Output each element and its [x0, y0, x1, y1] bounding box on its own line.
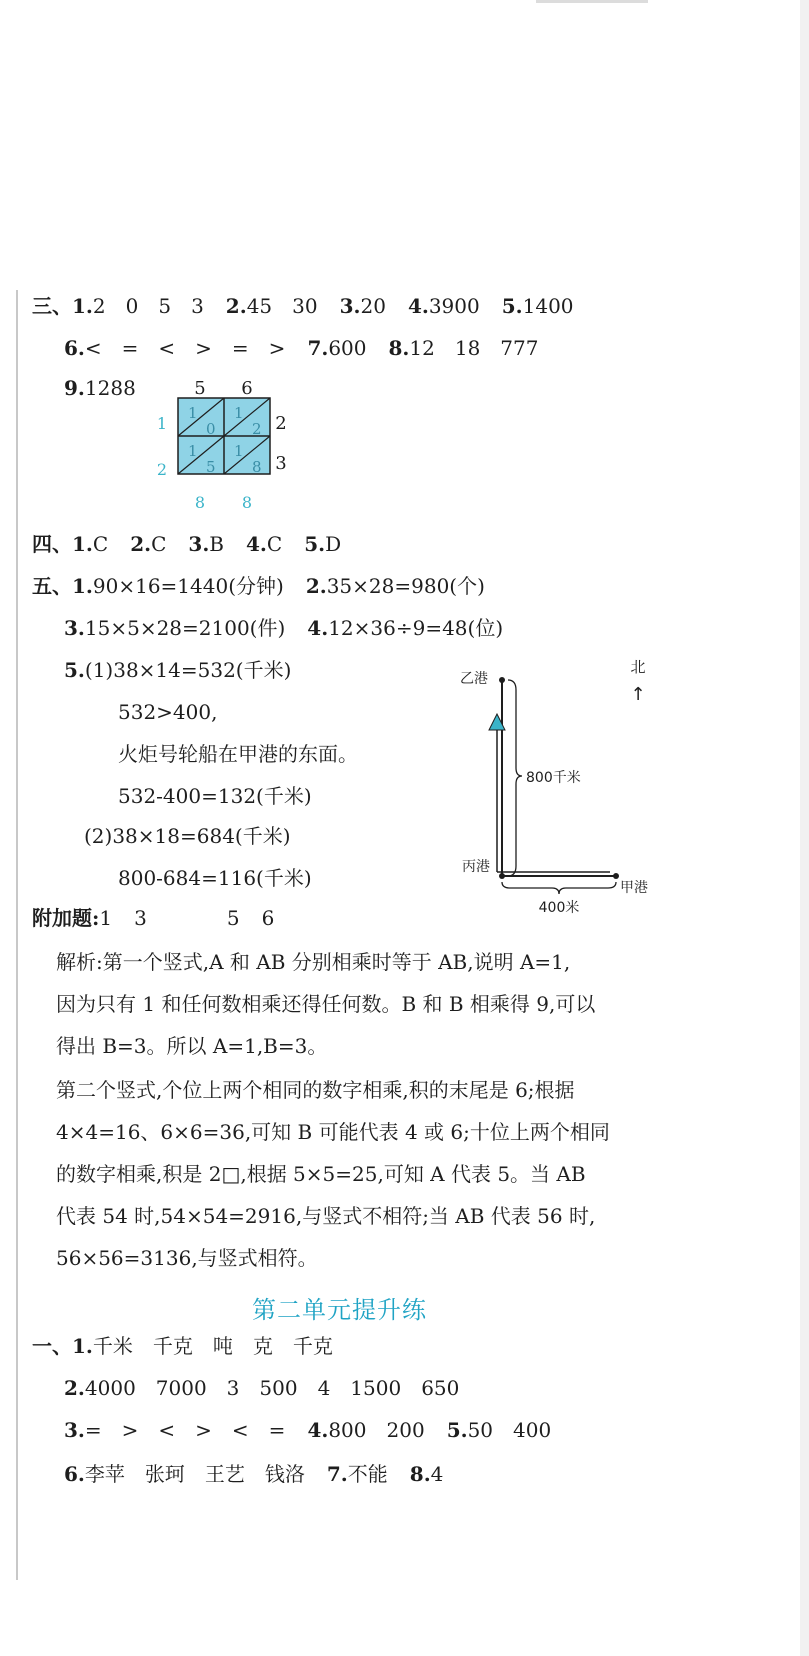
answer: C [92, 532, 109, 556]
grid-right-digit: 3 [275, 453, 287, 474]
port-jia-label: 甲港 [620, 880, 648, 896]
port-diagram [450, 650, 690, 920]
lattice-grid [150, 376, 300, 516]
section5-line1 [32, 574, 485, 598]
q-num: 4. [246, 532, 267, 556]
q5-line: (2)38×18=684(千米) [84, 824, 291, 848]
q5-line: 532>400, [118, 700, 218, 724]
port-dot [613, 873, 619, 879]
q-num: 1. [72, 1334, 93, 1358]
q-num: 3. [339, 294, 361, 318]
grid-cell-lower: 8 [252, 458, 262, 476]
answer: = > < > < = [84, 1418, 286, 1442]
answer: 6 [261, 906, 275, 930]
q-num: 2. [130, 532, 152, 556]
unit2-line2 [64, 1376, 459, 1400]
answer: 1 [99, 906, 113, 930]
grid-cell-lower: 5 [206, 458, 216, 476]
bonus-label: 附加题: [32, 906, 100, 930]
section5-label: 五、 [32, 574, 72, 598]
section3-label: 三、 [32, 294, 72, 318]
grid-cell-lower: 0 [206, 420, 216, 438]
north-label: 北 [630, 658, 646, 676]
answer: 千米 千克 吨 克 千克 [92, 1334, 333, 1358]
top-scan-mark [536, 0, 648, 3]
margin-rule [16, 290, 18, 1580]
q-num: 9. [64, 376, 85, 400]
answer: 1400 [522, 294, 574, 318]
q-num: 3. [64, 616, 85, 640]
grid-cell-upper: 1 [188, 442, 198, 460]
section4-label: 四、 [32, 532, 72, 556]
grid-cell-upper: 1 [234, 442, 244, 460]
q-num: 4. [407, 294, 429, 318]
q-num: 3. [64, 1418, 85, 1442]
explanation-line: 解析:第一个竖式,A 和 AB 分别相乘时等于 AB,说明 A=1, [56, 950, 571, 974]
q-num: 6. [64, 1462, 85, 1486]
explanation-line: 的数字相乘,积是 2□,根据 5×5=25,可知 A 代表 5。当 AB [56, 1162, 586, 1186]
grid-bottom-digit: 8 [194, 493, 206, 512]
section3-line2 [64, 336, 538, 360]
vertical-brace [508, 680, 522, 876]
answer: 20 [360, 294, 386, 318]
q5-line: 火炬号轮船在甲港的东面。 [118, 742, 358, 766]
answer: B [209, 532, 224, 556]
q5-line: 800-684=116(千米) [118, 866, 312, 890]
explanation-line: 56×56=3136,与竖式相符。 [56, 1246, 318, 1270]
bonus-line [32, 906, 274, 930]
q-num: 1. [72, 574, 93, 598]
q-num: 4. [307, 1418, 329, 1442]
vertical-distance: 800千米 [526, 770, 581, 786]
q-num: 4. [307, 616, 329, 640]
section5-line2 [64, 616, 503, 640]
explanation-line: 第二个竖式,个位上两个相同的数字相乘,积的末尾是 6;根据 [56, 1078, 575, 1102]
q-num: 5. [64, 658, 85, 682]
q-num: 8. [388, 336, 410, 360]
unit2-label: 一、 [32, 1334, 72, 1358]
port-bing-label: 丙港 [462, 859, 490, 875]
answer: C [151, 532, 167, 556]
grid-top-digit: 5 [194, 378, 206, 399]
answer: 12 18 777 [409, 336, 539, 360]
answer: 15×5×28=2100(件) [84, 616, 286, 640]
q-num: 2. [225, 294, 247, 318]
answer: 600 [328, 336, 367, 360]
section5-q5-line1 [64, 658, 291, 682]
answer: 35×28=980(个) [326, 574, 485, 598]
q-num: 5. [446, 1418, 468, 1442]
answer: D [325, 532, 342, 556]
explanation-line: 代表 54 时,54×54=2916,与竖式不相符;当 AB 代表 56 时, [56, 1204, 596, 1228]
grid-top-digit: 6 [241, 378, 253, 399]
section3-line1 [32, 294, 574, 318]
port-yi-label: 乙港 [460, 671, 488, 687]
unit2-line4 [64, 1462, 443, 1486]
grid-right-digit: 2 [275, 413, 287, 434]
answer: 5 [226, 906, 240, 930]
answer: 2 0 5 3 [92, 294, 204, 318]
answer: 4 [430, 1462, 444, 1486]
answer: 李苹 张珂 王艺 钱洛 [84, 1462, 305, 1486]
answer: 不能 [347, 1462, 388, 1486]
page-edge [800, 0, 809, 1656]
horizontal-distance: 400米 [538, 900, 580, 916]
port-dot [499, 873, 505, 879]
answer: 50 400 [467, 1418, 552, 1442]
q-num: 8. [409, 1462, 431, 1486]
answer: 1288 [84, 376, 136, 400]
q5-line: 532-400=132(千米) [118, 784, 312, 808]
grid-cell-upper: 1 [188, 404, 198, 422]
answer: 45 30 [246, 294, 318, 318]
explanation-line: 4×4=16、6×6=36,可知 B 可能代表 4 或 6;十位上两个相同 [56, 1120, 610, 1144]
answer: 800 200 [328, 1418, 425, 1442]
q-num: 1. [72, 294, 93, 318]
q-num: 3. [188, 532, 210, 556]
unit2-line1 [32, 1334, 333, 1358]
explanation-line: 得出 B=3。所以 A=1,B=3。 [56, 1034, 328, 1058]
grid-bottom-digit: 8 [241, 493, 253, 512]
grid-left-digit: 1 [156, 414, 168, 433]
answer: 3 [134, 906, 147, 930]
q-num: 5. [501, 294, 523, 318]
answer: (1)38×14=532(千米) [84, 658, 292, 682]
answer: 4000 7000 3 500 4 1500 650 [84, 1376, 460, 1400]
answer: 12×36÷9=48(位) [328, 616, 504, 640]
north-arrow-icon: ↑ [630, 684, 646, 705]
section3-line3 [64, 376, 136, 400]
answer: 3900 [428, 294, 480, 318]
q-num: 1. [72, 532, 93, 556]
section4-line [32, 532, 341, 556]
grid-cell-lower: 2 [252, 420, 262, 438]
unit2-line3 [64, 1418, 551, 1442]
answer: < = < > = > [84, 336, 286, 360]
q-num: 5. [304, 532, 326, 556]
port-dot [499, 677, 505, 683]
q-num: 7. [307, 336, 329, 360]
horizontal-brace [502, 882, 616, 894]
answer: C [266, 532, 283, 556]
unit-title: 第二单元提升练 [252, 1296, 427, 1324]
grid-left-digit: 2 [156, 460, 168, 479]
q-num: 7. [326, 1462, 348, 1486]
grid-cell-upper: 1 [234, 404, 244, 422]
q-num: 2. [64, 1376, 85, 1400]
explanation-line: 因为只有 1 和任何数相乘还得任何数。B 和 B 相乘得 9,可以 [56, 992, 596, 1016]
q-num: 6. [64, 336, 85, 360]
answer: 90×16=1440(分钟) [92, 574, 284, 598]
q-num: 2. [305, 574, 327, 598]
